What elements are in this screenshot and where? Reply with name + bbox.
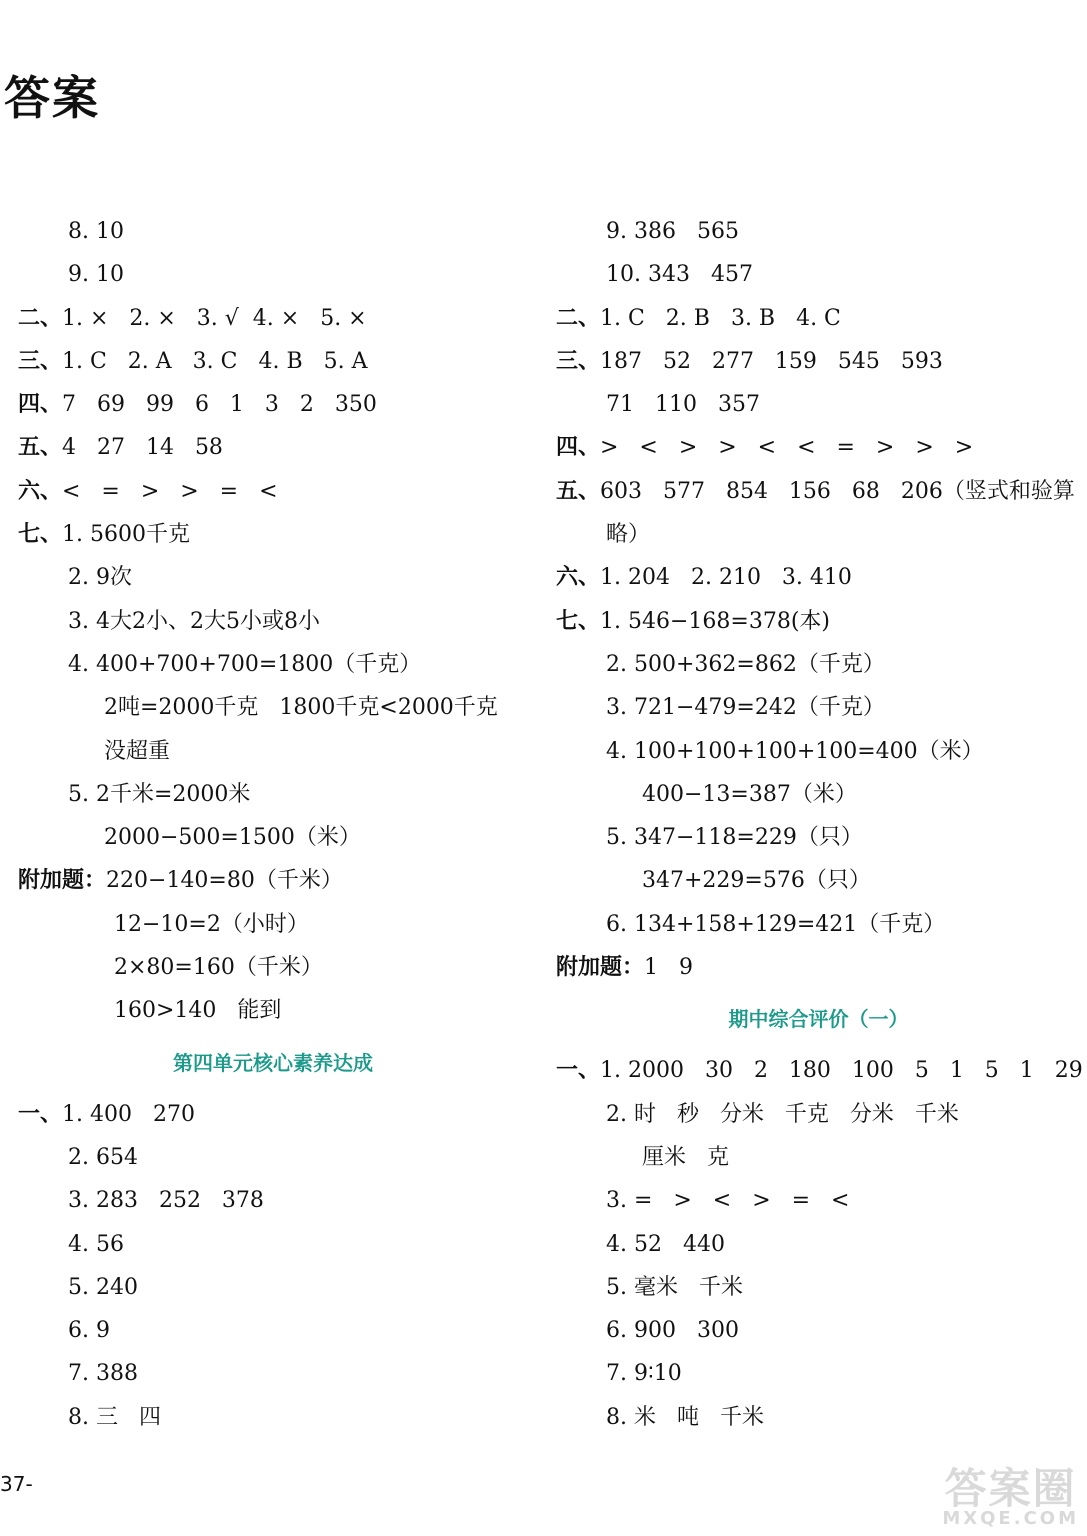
section-label: 七、 xyxy=(18,521,63,548)
answer-text: 1. 2000 30 2 180 100 5 1 5 1 29 xyxy=(600,1058,1083,1084)
section-label: 六、 xyxy=(18,477,63,504)
answer-text: 厘米 克 xyxy=(642,1144,729,1170)
answer-line xyxy=(18,1352,528,1395)
answer-text: 5. 347−118=229（只） xyxy=(606,825,863,851)
answer-text: 7 69 99 6 1 3 2 350 xyxy=(62,392,377,418)
answer-line xyxy=(556,426,1081,469)
answer-line xyxy=(556,210,1081,253)
answer-line xyxy=(18,1093,528,1136)
section-label: 六、 xyxy=(556,564,601,591)
answer-line xyxy=(556,1396,1081,1439)
answer-text: 没超重 xyxy=(104,738,171,764)
answer-text: 1. 400 270 xyxy=(62,1101,195,1127)
answer-line xyxy=(18,686,528,729)
answer-line xyxy=(556,686,1081,729)
answer-text: 603 577 854 156 68 206（竖式和验算 xyxy=(600,478,1075,504)
answer-line xyxy=(556,600,1081,643)
answer-line xyxy=(556,297,1081,340)
answer-text: 2000−500=1500（米） xyxy=(104,825,361,851)
section-label: 四、 xyxy=(18,391,63,418)
answer-text: 187 52 277 159 545 593 xyxy=(600,348,943,374)
answer-line xyxy=(556,340,1081,383)
answer-text: 5. 2千米=2000米 xyxy=(68,781,251,807)
answer-text: < = > > = < xyxy=(62,478,278,504)
answer-text: 7. 388 xyxy=(68,1361,138,1387)
answer-line xyxy=(18,946,528,989)
answer-line xyxy=(18,297,528,340)
answer-line xyxy=(18,1223,528,1266)
answer-line xyxy=(18,426,528,469)
answer-text: 3. 721−479=242（千克） xyxy=(606,695,885,721)
answer-text: 2吨=2000千克 1800千克<2000千克 xyxy=(104,695,498,721)
section-label: 五、 xyxy=(556,477,601,504)
right-column xyxy=(556,210,1081,1439)
answer-line xyxy=(18,253,528,296)
answer-text: 8. 三 四 xyxy=(68,1404,161,1430)
answer-text: 2. 9次 xyxy=(68,565,132,591)
answer-line xyxy=(18,643,528,686)
answer-line xyxy=(18,210,528,253)
answer-line xyxy=(556,513,1081,556)
answer-line xyxy=(18,816,528,859)
section-label: 一、 xyxy=(18,1100,63,1127)
answer-text: 71 110 357 xyxy=(606,392,760,418)
section-label: 附加题： xyxy=(18,867,107,894)
answer-line xyxy=(18,470,528,513)
answer-line xyxy=(556,1266,1081,1309)
answer-line xyxy=(18,730,528,773)
answer-line xyxy=(18,513,528,556)
section-label: 五、 xyxy=(18,434,63,461)
answer-text: > < > > < < = > > > xyxy=(600,435,974,461)
answer-text: 4 27 14 58 xyxy=(62,435,223,461)
answer-line xyxy=(556,773,1081,816)
answer-line xyxy=(18,1396,528,1439)
answer-text: 1. C 2. A 3. C 4. B 5. A xyxy=(62,348,368,374)
answer-line xyxy=(18,903,528,946)
watermark-logo xyxy=(942,1464,1079,1529)
section-label: 三、 xyxy=(556,347,601,374)
section-heading: 期中综合评价（一） xyxy=(728,1007,909,1032)
answer-text: 160>140 能到 xyxy=(114,998,282,1024)
answer-text: 4. 56 xyxy=(68,1231,124,1257)
watermark-domain: MXQE.COM xyxy=(942,1508,1079,1529)
answer-line xyxy=(18,989,528,1032)
answer-text: 400−13=387（米） xyxy=(642,781,857,807)
answer-text: 2. 时 秒 分米 千克 分米 千米 xyxy=(606,1101,959,1127)
answer-line xyxy=(18,600,528,643)
watermark-main: 答案圈 xyxy=(944,1464,1077,1513)
answer-line xyxy=(556,1049,1081,1092)
answer-text: 4. 400+700+700=1800（千克） xyxy=(68,651,422,677)
answer-text: 3. 283 252 378 xyxy=(68,1188,264,1214)
answer-line xyxy=(556,816,1081,859)
section-label: 一、 xyxy=(556,1057,601,1084)
answer-line xyxy=(556,946,1081,989)
answer-text: 8. 米 吨 千米 xyxy=(606,1404,764,1430)
left-column xyxy=(18,210,528,1439)
answer-line xyxy=(18,1136,528,1179)
answer-line xyxy=(556,556,1081,599)
answer-text: 4. 100+100+100+100=400（米） xyxy=(606,738,984,764)
answer-line xyxy=(18,1179,528,1222)
answer-text: 2×80=160（千米） xyxy=(114,955,323,981)
answer-text: 220−140=80（千米） xyxy=(106,868,343,894)
answer-text: 5. 毫米 千米 xyxy=(606,1274,743,1300)
answer-line xyxy=(18,1309,528,1352)
answer-text: 1. C 2. B 3. B 4. C xyxy=(600,305,841,331)
section-label: 附加题： xyxy=(556,954,645,981)
answer-text: 10. 343 457 xyxy=(606,262,753,288)
answer-line xyxy=(18,1266,528,1309)
answer-line xyxy=(556,859,1081,902)
answer-line xyxy=(18,773,528,816)
answer-line xyxy=(556,383,1081,426)
answer-text: 347+229=576（只） xyxy=(642,868,871,894)
answer-line xyxy=(556,1223,1081,1266)
answer-text: 3. 4大2小、2大5小或8小 xyxy=(68,608,320,634)
answer-text: 3. = > < > = < xyxy=(606,1188,850,1214)
answer-line xyxy=(556,643,1081,686)
answer-line xyxy=(18,859,528,902)
answer-line xyxy=(556,1309,1081,1352)
answer-text: 6. 900 300 xyxy=(606,1318,739,1344)
answer-line xyxy=(18,340,528,383)
answer-line xyxy=(18,383,528,426)
section-label: 四、 xyxy=(556,434,601,461)
answer-text: 1. 204 2. 210 3. 410 xyxy=(600,565,852,591)
answer-line xyxy=(556,1179,1081,1222)
section-heading: 第四单元核心素养达成 xyxy=(173,1050,373,1075)
answer-text: 1 9 xyxy=(644,955,693,981)
answer-text: 1. 546−168=378(本) xyxy=(600,608,831,634)
section-label: 二、 xyxy=(18,304,63,331)
answer-line xyxy=(556,1352,1081,1395)
answer-line xyxy=(556,730,1081,773)
answer-text: 9. 386 565 xyxy=(606,219,739,244)
section-label: 三、 xyxy=(18,347,63,374)
answer-text: 5. 240 xyxy=(68,1274,138,1300)
section-label: 二、 xyxy=(556,304,601,331)
answer-line xyxy=(556,470,1081,513)
answer-text: 9. 10 xyxy=(68,262,124,288)
answer-text: 12−10=2（小时） xyxy=(114,911,309,937)
answer-text: 略） xyxy=(606,522,651,548)
answer-text: 2. 654 xyxy=(68,1144,138,1170)
answer-text: 6. 9 xyxy=(68,1318,110,1344)
answer-text: 1. × 2. × 3. √ 4. × 5. × xyxy=(62,305,367,331)
answer-text: 4. 52 440 xyxy=(606,1231,725,1257)
answer-line xyxy=(556,1093,1081,1136)
answer-line xyxy=(556,1136,1081,1179)
answer-text: 2. 500+362=862（千克） xyxy=(606,651,885,677)
section-label: 七、 xyxy=(556,607,601,634)
answer-text: 6. 134+158+129=421（千克） xyxy=(606,911,946,937)
answer-line xyxy=(18,556,528,599)
answer-text: 1. 5600千克 xyxy=(62,522,190,548)
answer-line xyxy=(556,253,1081,296)
page-number: 37- xyxy=(0,1472,33,1496)
answer-line xyxy=(556,903,1081,946)
answer-text: 7. 9∶10 xyxy=(606,1361,682,1387)
answer-text: 8. 10 xyxy=(68,219,124,244)
page-title: 答案 xyxy=(4,71,100,125)
